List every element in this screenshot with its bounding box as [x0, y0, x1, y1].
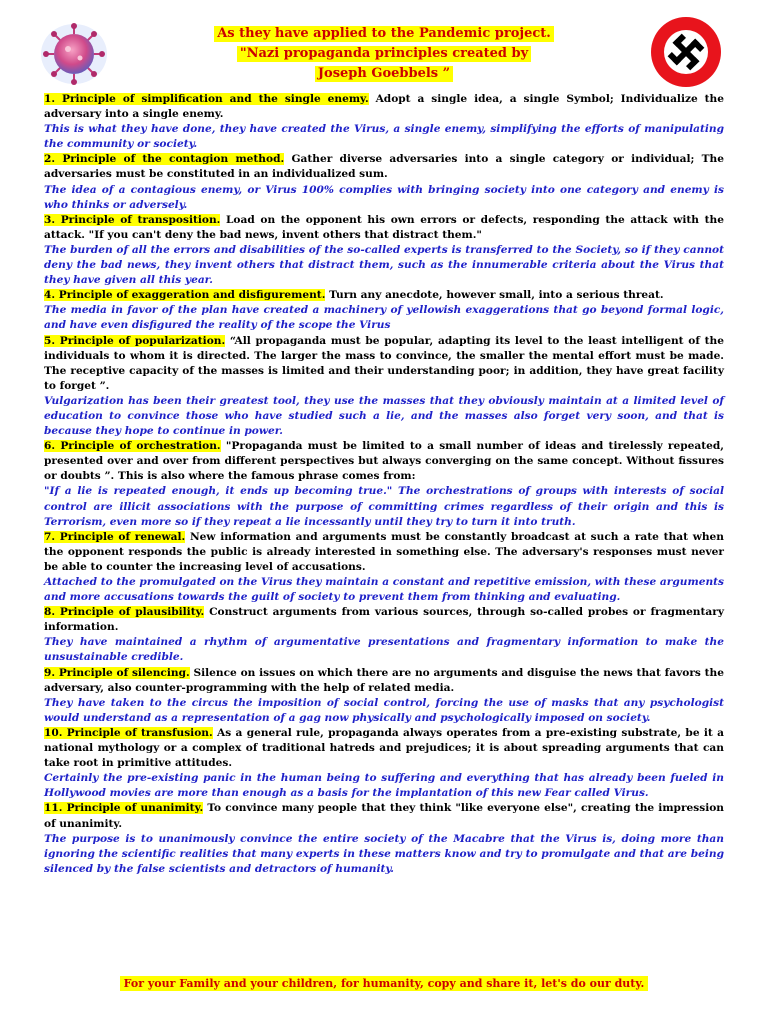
principle-1 [44, 92, 724, 122]
principle-10 [44, 726, 724, 771]
principle-heading: 4. Principle of exaggeration and disfigurement. [44, 289, 326, 302]
principle-text: "Propaganda must be limited to a small number of ideas and tirelessly repeated, presented over and over from different perspectives but always converging on the same concept. Without fissures or doubts ”. This is also where the famous phrase comes from: [44, 440, 724, 483]
principle-9 [44, 666, 724, 696]
principle-comment: Certainly the pre-existing panic in the human being to suffering and everything that has already been fueled in Hollywood movies are more than enough as a basis for the implantation of this new Fear called Virus. [44, 772, 724, 800]
principle-6 [44, 439, 724, 484]
principle-text: Load on the opponent his own errors or defects, responding the attack with the attack. "If you can't deny the bad news, invent others that distract them." [44, 213, 724, 241]
principle-text: Gather diverse adversaries into a single category or individual; The adversaries must be constituted in an individualized sum. [44, 153, 724, 181]
principle-7 [44, 530, 724, 575]
principle-text: Turn any anecdote, however small, into a serious threat. [325, 289, 664, 302]
principle-heading: 3. Principle of transposition. [44, 213, 221, 226]
swastika-icon [650, 16, 722, 88]
principle-comment: The burden of all the errors and disabilities of the so-called experts is transferred to the Society, so if they cannot deny the bad news, they invent others that distract them, such as the innumerable criteria about the Virus that they have given all this year. [44, 243, 724, 287]
principle-comment: They have maintained a rhythm of argumentative presentations and fragmentary information to make the unsustainable credible. [44, 636, 724, 664]
principle-heading: 1. Principle of simplification and the single enemy. [44, 93, 369, 105]
principle-comment: Attached to the promulgated on the Virus they maintain a constant and repetitive emission, with these arguments and more accusations towards the guilt of society to prevent them from thinking and evaluating. [44, 576, 724, 604]
principle-comment: The purpose is to unanimously convince the entire society of the Macabre that the Virus is, doing more than ignoring the scientific realities that many experts in these matters know and try to promulgate and that are being silenced by the false scientists and detractors of humanity. [44, 832, 724, 875]
principle-text: New information and arguments must be constantly broadcast at such a rate that when the opponent responds the public is already interested in something else. The adversary's responses must never be able to counter the increasing level of accusations. [44, 530, 724, 573]
principle-heading: 8. Principle of plausibility. [44, 606, 205, 619]
principle-comment: "If a lie is repeated enough, it ends up becoming true." The orchestrations of groups with interests of social control are illicit associations with the purpose of committing crimes regardless of their origin and this is Terrorism, even more so if they repeat a lie incessantly until they try to turn it into truth. [44, 485, 724, 528]
principle-heading: 5. Principle of popularization. [44, 334, 226, 347]
principle-heading: 10. Principle of transfusion. [44, 726, 213, 739]
principle-3 [44, 213, 724, 243]
header-line-3: Joseph Goebbels ” [315, 66, 453, 82]
principle-comment: The media in favor of the plan have created a machinery of yellowish exaggerations that go beyond formal logic, and have even disfigured the reality of the scope the Virus [44, 304, 724, 332]
principle-text: “All propaganda must be popular, adapting its level to the least intelligent of the individuals to whom it is directed. The larger the mass to convince, the smaller the mental effort must be made. The receptive capacity of the masses is limited and their understanding poor; in addition, they have great facility to forget ”. [44, 334, 724, 392]
principles-list [44, 92, 724, 877]
principle-heading: 6. Principle of orchestration. [44, 440, 221, 453]
principle-heading: 9. Principle of silencing. [44, 666, 190, 679]
principle-8 [44, 605, 724, 635]
principle-heading: 2. Principle of the contagion method. [44, 153, 285, 166]
principle-4 [44, 288, 724, 303]
principle-text: Construct arguments from various sources, through so-called probes or fragmentary information. [44, 606, 725, 634]
header-line-2: "Nazi propaganda principles created by [237, 46, 531, 62]
footer-text: For your Family and your children, for humanity, copy and share it, let's do our duty. [120, 976, 649, 991]
principle-heading: 11. Principle of unanimity. [44, 802, 204, 815]
principle-comment: The idea of a contagious enemy, or Virus 100% complies with bringing society into one category and enemy is who thinks or adversely. [44, 183, 724, 211]
principle-comment: Vulgarization has been their greatest tool, they use the masses that they obviously maintain at a limited level of education to convince those who have studied such a lie, and the masses also forget very soon, and that is because they hope to continue in power. [44, 394, 724, 438]
principle-text: Silence on issues on which there are no arguments and disguise the news that favors the adversary, also counter-programming with the help of related media. [44, 666, 724, 694]
principle-text: As a general rule, propaganda always operates from a pre-existing substrate, be it a national mythology or a complex of traditional hatreds and prejudices; it is about spreading arguments that can take root in primitive attitudes. [44, 726, 725, 770]
principle-heading: 7. Principle of renewal. [44, 530, 186, 543]
principle-comment: They have taken to the circus the imposition of social control, forcing the use of masks that any psychologist would understand as a representation of a gag now physically and psychologically imposed on society. [44, 696, 724, 724]
principle-11 [44, 801, 724, 831]
principle-comment: This is what they have done, they have created the Virus, a single enemy, simplifying the efforts of manipulating the community or society. [44, 123, 724, 151]
principle-2 [44, 152, 724, 182]
principle-text: Adopt a single idea, a single Symbol; Individualize the adversary into a single enemy. [44, 93, 724, 121]
footer [0, 972, 768, 991]
principle-5 [44, 334, 724, 394]
header-line-1: As they have applied to the Pandemic project. [214, 26, 554, 42]
principle-text: To convince many people that they think "like everyone else", creating the impression of unanimity. [44, 802, 724, 830]
